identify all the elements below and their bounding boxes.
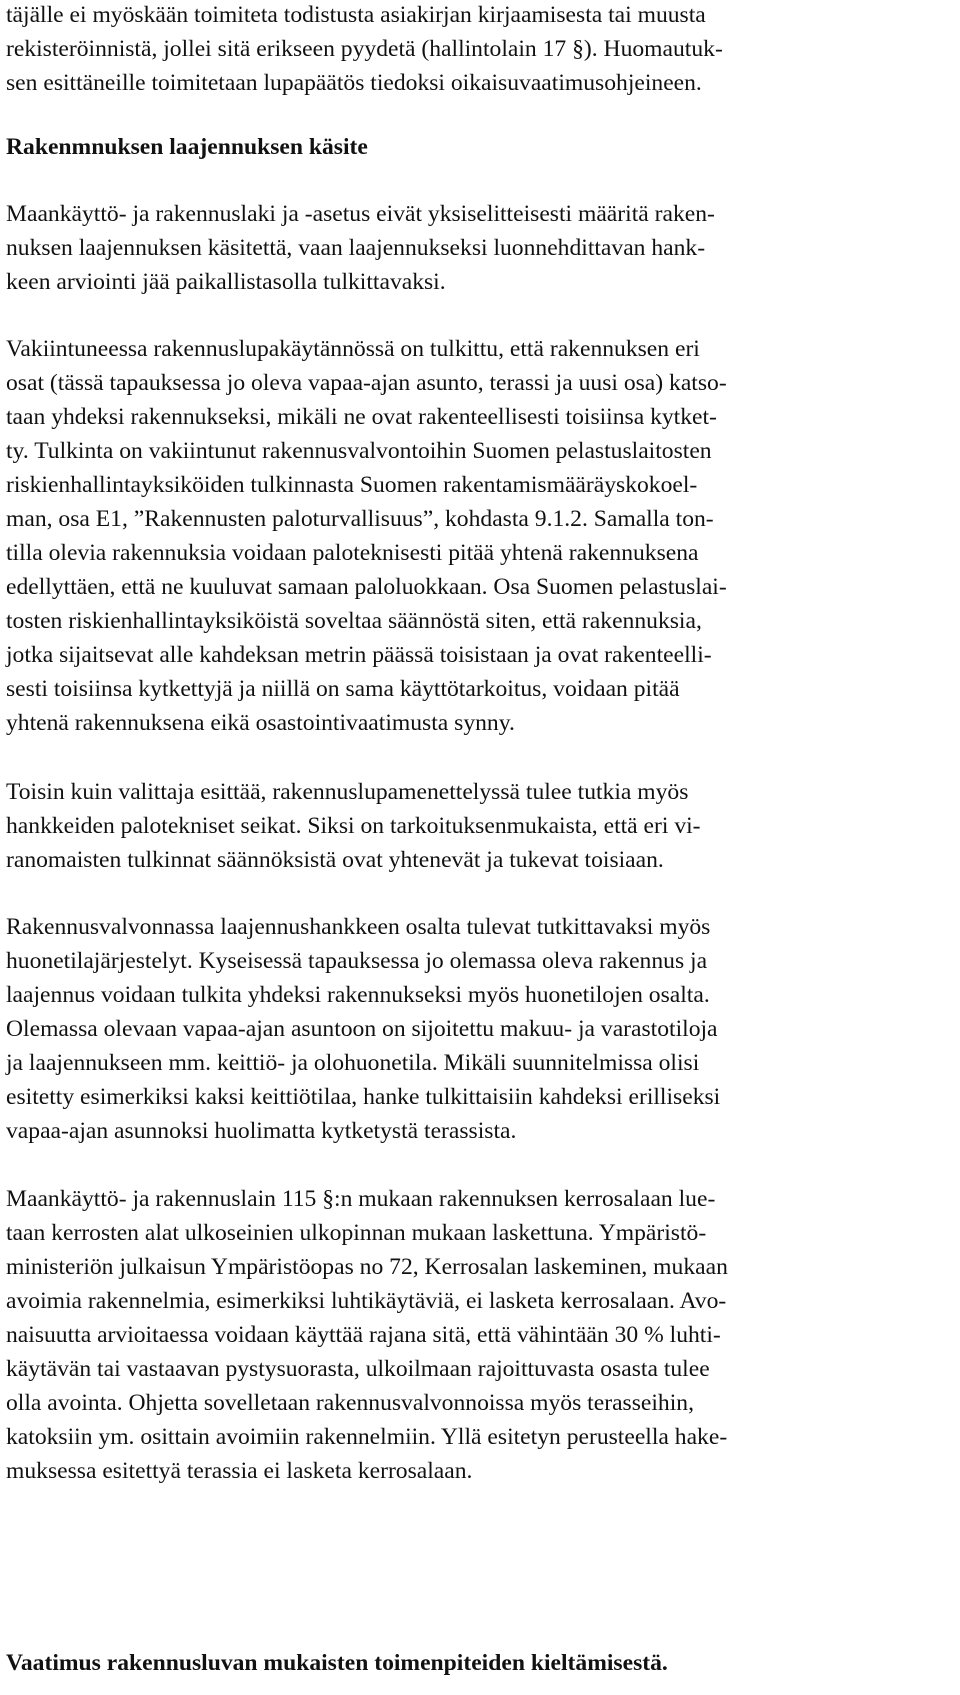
- text-line: Toisin kuin valittaja esittää, rakennuslupamenettelyssä tulee tutkia myös: [6, 779, 689, 805]
- text-line: sen esittäneille toimitetaan lupapäätös tiedoksi oikaisuvaatimusohjeineen.: [6, 70, 702, 96]
- text-line: laajennus voidaan tulkita yhdeksi rakennukseksi myös huonetilojen osalta.: [6, 982, 710, 1008]
- text-line: Rakennusvalvonnassa laajennushankkeen osalta tulevat tutkittavaksi myös: [6, 914, 711, 940]
- text-line: edellyttäen, että ne kuuluvat samaan paloluokkaan. Osa Suomen pelastuslai-: [6, 574, 727, 600]
- text-line: Maankäyttö- ja rakennuslaki ja -asetus eivät yksiselitteisesti määritä raken-: [6, 201, 715, 227]
- text-line: ty. Tulkinta on vakiintunut rakennusvalvontoihin Suomen pelastuslaitosten: [6, 438, 712, 464]
- text-line: tilla olevia rakennuksia voidaan paloteknisesti pitää yhtenä rakennuksena: [6, 540, 699, 566]
- text-line: taan yhdeksi rakennukseksi, mikäli ne ovat rakenteellisesti toisiinsa kytket-: [6, 404, 717, 430]
- text-line: man, osa E1, ”Rakennusten paloturvallisuus”, kohdasta 9.1.2. Samalla ton-: [6, 506, 714, 532]
- text-line: ranomaisten tulkinnat säännöksistä ovat yhtenevät ja tukevat toisiaan.: [6, 847, 664, 873]
- text-line: sesti toisiinsa kytkettyjä ja niillä on sama käyttötarkoitus, voidaan pitää: [6, 676, 680, 702]
- text-line: täjälle ei myöskään toimiteta todistusta asiakirjan kirjaamisesta tai muusta: [6, 2, 706, 28]
- text-line: ministeriön julkaisun Ympäristöopas no 72, Kerrosalan laskeminen, mukaan: [6, 1254, 728, 1280]
- text-line: taan kerrosten alat ulkoseinien ulkopinnan mukaan laskettuna. Ympäristö-: [6, 1220, 707, 1246]
- text-line: riskienhallintayksiköiden tulkinnasta Suomen rakentamismääräyskokoel-: [6, 472, 698, 498]
- text-line: käytävän tai vastaavan pystysuorasta, ulkoilmaan rajoittuvasta osasta tulee: [6, 1356, 710, 1382]
- text-line: Maankäyttö- ja rakennuslain 115 §:n mukaan rakennuksen kerrosalaan lue-: [6, 1186, 716, 1212]
- text-line: naisuutta arvioitaessa voidaan käyttää rajana sitä, että vähintään 30 % luhti-: [6, 1322, 721, 1348]
- text-line: olla avointa. Ohjetta sovelletaan rakennusvalvonnoissa myös terasseihin,: [6, 1390, 694, 1416]
- text-line: keen arviointi jää paikallistasolla tulkittavaksi.: [6, 269, 446, 295]
- text-line: esitetty esimerkiksi kaksi keittiötilaa, hanke tulkittaisiin kahdeksi erilliseksi: [6, 1084, 721, 1110]
- text-line: ja laajennukseen mm. keittiö- ja olohuonetila. Mikäli suunnitelmissa olisi: [6, 1050, 700, 1076]
- text-line: nuksen laajennuksen käsitettä, vaan laajennukseksi luonnehdittavan hank-: [6, 235, 706, 261]
- text-line: osat (tässä tapauksessa jo oleva vapaa-ajan asunto, terassi ja uusi osa) katso-: [6, 370, 727, 396]
- text-line: vapaa-ajan asunnoksi huolimatta kytketystä terassista.: [6, 1118, 517, 1144]
- section-heading: Rakenmnuksen laajennuksen käsite: [6, 134, 368, 160]
- section-heading: Vaatimus rakennusluvan mukaisten toimenpiteiden kieltämisestä.: [6, 1650, 668, 1676]
- text-line: tosten riskienhallintayksiköistä soveltaa säännöstä siten, että rakennuksia,: [6, 608, 702, 634]
- text-line: katoksiin ym. osittain avoimiin rakennelmiin. Yllä esitetyn perusteella hake-: [6, 1424, 728, 1450]
- text-line: yhtenä rakennuksena eikä osastointivaatimusta synny.: [6, 710, 515, 736]
- text-line: muksessa esitettyä terassia ei lasketa kerrosalaan.: [6, 1458, 473, 1484]
- text-line: avoimia rakennelmia, esimerkiksi luhtikäytäviä, ei lasketa kerrosalaan. Avo-: [6, 1288, 727, 1314]
- text-line: jotka sijaitsevat alle kahdeksan metrin päässä toisistaan ja ovat rakenteelli-: [6, 642, 712, 668]
- text-line: Vakiintuneessa rakennuslupakäytännössä on tulkittu, että rakennuksen eri: [6, 336, 700, 362]
- text-line: rekisteröinnistä, jollei sitä erikseen pyydetä (hallintolain 17 §). Huomautuk-: [6, 36, 723, 62]
- text-line: huonetilajärjestelyt. Kyseisessä tapauksessa jo olemassa oleva rakennus ja: [6, 948, 708, 974]
- text-line: hankkeiden palotekniset seikat. Siksi on tarkoituksenmukaista, että eri vi-: [6, 813, 701, 839]
- text-line: Olemassa olevaan vapaa-ajan asuntoon on sijoitettu makuu- ja varastotiloja: [6, 1016, 718, 1042]
